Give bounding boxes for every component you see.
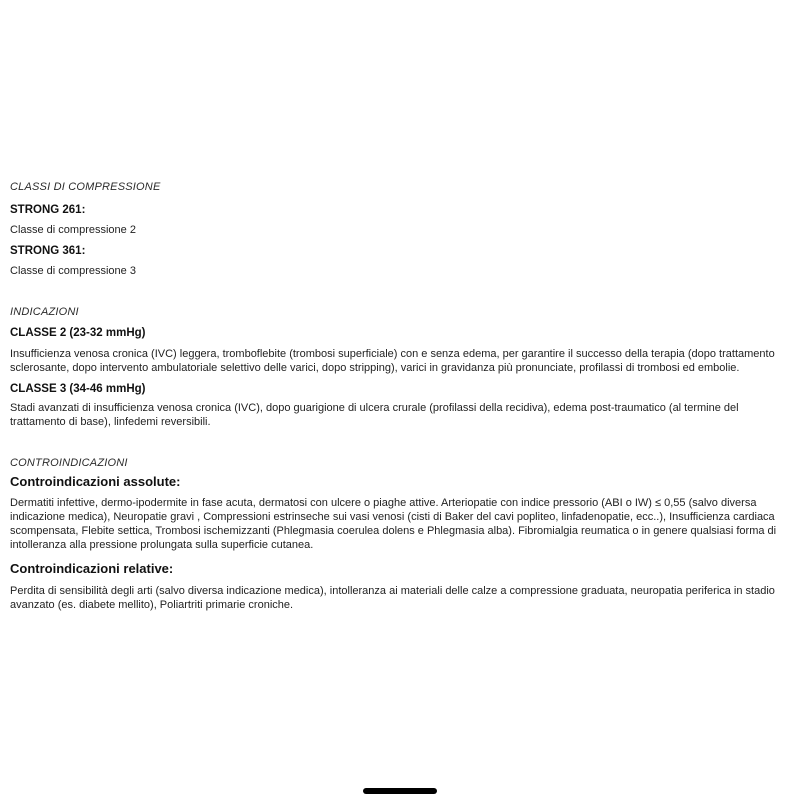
section-header-indicazioni: INDICAZIONI — [10, 306, 79, 318]
paragraph-controindicazioni-assolute: Dermatiti infettive, dermo-ipodermite in fase acuta, dermatosi con ulcere o piaghe attive. Arteriopatie con indice pressorio (ABI o IW) ≤ 0,55 (salvo diversa indicazione medica), Neuropatie gravi , Compressioni estrinseche sui vasi venosi (cisti di Baker del cavi popliteo, linfadenopatie, ecc..), Insufficienza cardiaca scompensata, Flebite settica, Trombosi ischemizzanti (Phlegmasia coerulea dolens e Phlegmasia alba). Fibromialgia reumatica o in genere qualsiasi forma di intolleranza alla pressione prolungata sulla superficie cutanea. — [10, 497, 777, 551]
label-classe-3: CLASSE 3 (34-46 mmHg) — [10, 383, 146, 395]
label-strong-261: STRONG 261: — [10, 204, 86, 216]
description-content — [10, 180, 791, 612]
label-controindicazioni-assolute: Controindicazioni assolute: — [10, 474, 181, 489]
paragraph-classe-3: Stadi avanzati di insufficienza venosa cronica (IVC), dopo guarigione di ulcera crurale (profilassi della recidiva), edema post-traumatico (al termine del trattamento di base), linfedemi reversibili. — [10, 402, 739, 428]
bottom-divider-bar — [363, 788, 437, 794]
section-header-classi-di-compressione: CLASSI DI COMPRESSIONE — [10, 181, 161, 193]
label-controindicazioni-relative: Controindicazioni relative: — [10, 561, 174, 576]
value-strong-361: Classe di compressione 3 — [10, 265, 136, 277]
label-strong-361: STRONG 361: — [10, 245, 86, 257]
paragraph-controindicazioni-relative: Perdita di sensibilità degli arti (salvo diversa indicazione medica), intolleranza ai materiali delle calze a compressione graduata, neuropatia periferica in stadio avanzato (es. diabete mellito), Poliartriti primarie croniche. — [10, 585, 775, 611]
section-header-controindicazioni: CONTROINDICAZIONI — [10, 457, 128, 469]
value-strong-261: Classe di compressione 2 — [10, 224, 136, 236]
paragraph-classe-2: Insufficienza venosa cronica (IVC) leggera, tromboflebite (trombosi superficiale) con e senza edema, per garantire il successo della terapia (dopo trattamento sclerosante, dopo intervento ambulatoriale selettivo delle varici, dopo stripping), varici in gravidanza più pronunciate, profilassi di trombosi ed embolie. — [10, 348, 775, 374]
label-classe-2: CLASSE 2 (23-32 mmHg) — [10, 327, 146, 339]
